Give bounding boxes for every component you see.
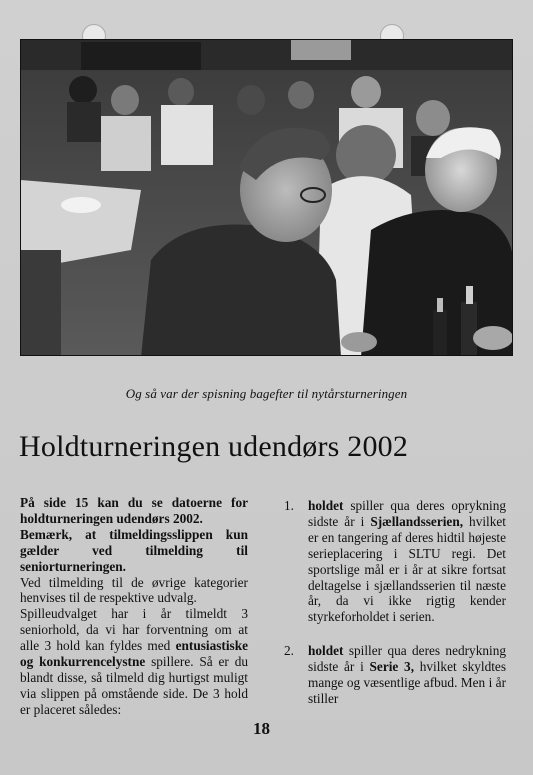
paragraph-registration-note: Bemærk, at tilmeldingsslippen kun gælder ved tilmelding til seniorturneringen.: [20, 526, 248, 574]
article-heading: Holdturneringen udendørs 2002: [19, 430, 409, 463]
team-item-2-text-b: hvilket skyldtes mange og væsentlige afbud. Men i år stiller: [308, 659, 506, 706]
team-item-1-label: holdet: [308, 498, 344, 513]
left-column: [20, 495, 248, 718]
paragraph-teams: [20, 606, 248, 717]
team-item-2-series: Serie 3,: [369, 659, 415, 675]
team-item-2-number: 2.: [284, 643, 294, 659]
paragraph-teams-emphasis: entusiastiske og konkurrencelystne: [20, 638, 248, 670]
photo-caption: Og så var der spisning bagefter til nytårsturneringen: [125, 386, 408, 401]
paragraph-other-categories: Ved tilmelding til de øvrige kategorier henvises til de respektive udvalg.: [20, 574, 248, 606]
right-column: [284, 498, 506, 707]
paragraph-teams-part1: Spilleudvalget har i år tilmeldt 3 seniorhold, da vi har forventning om at alle 3 hold kan fyldes med: [20, 606, 248, 654]
team-item-1-text-a: spiller qua deres oprykning sidste år i: [308, 498, 506, 529]
team-item-2-label: holdet: [308, 643, 344, 659]
paragraph-dates: På side 15 kan du se datoerne for holdturneringen udendørs 2002.: [20, 495, 248, 526]
team-item-1-text-b: hvilket er en tangering af deres hidtil højeste serieplacering i SLTU regi. Det sportslige mål er i år at sikre fortsat deltagelse i sjællandsserien til næste år, da vi ikke rigtig kender styrkeforholdet i serien.: [308, 513, 506, 625]
page-number: 18: [253, 719, 270, 738]
team-item-2-text-a: spiller qua deres nedrykning sidste år i: [308, 643, 506, 675]
team-item-2: [284, 643, 506, 707]
dinner-photo-image: [21, 40, 513, 356]
team-item-1: [284, 498, 506, 625]
team-item-1-series: Sjællandsserien,: [370, 513, 464, 529]
team-item-1-number: 1.: [284, 498, 294, 513]
paragraph-teams-part2: spillere. Så er du blandt disse, så tilmeld dig hurtigst muligt via slippen på omstående side. De 3 hold er placeret således:: [20, 654, 248, 717]
dinner-photo: [20, 39, 513, 356]
